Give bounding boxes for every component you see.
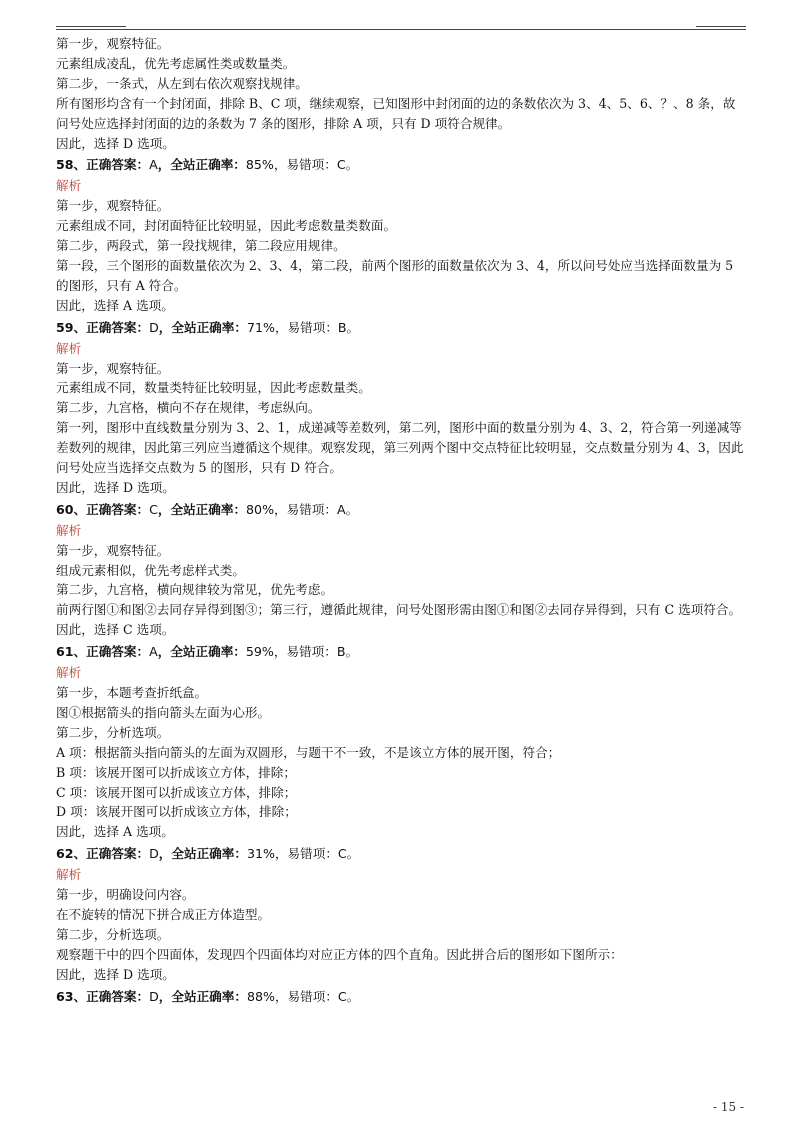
text-line: 组成元素相似，优先考虑样式类。	[56, 562, 245, 578]
text-line: A 项：根据箭头指向箭头的左面为双圆形，与题干不一致，不是该立方体的展开图，符合；	[56, 744, 561, 760]
text-line: 第一段，三个图形的面数量依次为 2、3、4，第二段，前两个图形的面数量依次为 3、4，所以问号处应当选择面数量为 5 的图形，只有 A 符合。	[56, 257, 734, 293]
text-line: 因此，选择 A 选项。	[56, 824, 174, 840]
text-line: 第二步，分析选项。	[56, 724, 170, 740]
text-line: 第一步，观察特征。	[56, 542, 170, 558]
text-line: 第二步，一条式，从左到右依次观察找规律。	[56, 75, 308, 91]
text-line: 元素组成不同，数量类特征比较明显，因此考虑数量类。	[56, 380, 371, 396]
answer-line: 62、正确答案：D，全站正确率：31%，易错项：C。	[56, 846, 360, 862]
answer-line: 58、正确答案：A，全站正确率：85%，易错项：C。	[56, 157, 359, 173]
text-line: C 项：该展开图可以折成该立方体，排除；	[56, 784, 297, 800]
text-line: 元素组成凌乱，优先考虑属性类或数量类。	[56, 55, 296, 71]
text-line: 第二步，两段式，第一段找规律，第二段应用规律。	[56, 238, 346, 254]
explanation-heading: 解析	[56, 340, 82, 356]
text-line: 第二步，分析选项。	[56, 926, 170, 942]
header-rule	[56, 29, 746, 30]
text-line: 图①根据箭头的指向箭头左面为心形。	[56, 704, 271, 720]
text-line: 元素组成不同，封闭面特征比较明显，因此考虑数量类数面。	[56, 218, 397, 234]
page-number: - 15 -	[712, 1100, 744, 1114]
intro-section	[56, 34, 748, 153]
text-line: 第二步，九宫格，横向规律较为常见，优先考虑。	[56, 582, 334, 598]
text-line: 第一步，本题考查折纸盒。	[56, 685, 208, 700]
header-rule-left	[56, 26, 126, 27]
text-line: 因此，选择 A 选项。	[56, 297, 174, 313]
explanation-heading: 解析	[56, 665, 82, 681]
explanation-heading: 解析	[56, 867, 82, 883]
answer-line: 61、正确答案：A，全站正确率：59%，易错项：B。	[56, 644, 359, 660]
header-rule-right	[696, 26, 746, 27]
answer-line: 63、正确答案：D，全站正确率：88%，易错项：C。	[56, 988, 360, 1004]
text-line: 第一步，观察特征。	[56, 36, 170, 51]
answer-line: 60、正确答案：C，全站正确率：80%，易错项：A。	[56, 501, 359, 517]
text-line: 因此，选择 D 选项。	[56, 135, 175, 151]
text-line: B 项：该展开图可以折成该立方体，排除；	[56, 764, 296, 780]
text-line: 因此，选择 D 选项。	[56, 966, 175, 982]
document-body	[56, 34, 748, 1008]
text-line: 第二步，九宫格，横向不存在规律，考虑纵向。	[56, 400, 321, 416]
text-line: 因此，选择 C 选项。	[56, 622, 175, 638]
text-line: 观察题干中的四个四面体，发现四个四面体均对应正方体的四个直角。因此拼合后的图形如下图所示：	[56, 946, 623, 962]
text-line: 所有图形均含有一个封闭面，排除 B、C 项，继续观察，已知图形中封闭面的边的条数依次为 3、4、5、6、？、8 条，故问号处应选择封闭面的边的条数为 7 条的图形，排除 A 项，只有 D 项符合规律。	[56, 95, 736, 131]
text-line: 第一步，观察特征。	[56, 198, 170, 214]
text-line: 第一步，明确设问内容。	[56, 887, 195, 903]
text-line: 在不旋转的情况下拼合成正方体造型。	[56, 906, 271, 922]
question-59	[56, 318, 748, 498]
question-58	[56, 155, 748, 315]
question-62	[56, 844, 748, 984]
question-60	[56, 500, 748, 640]
text-line: 第一步，观察特征。	[56, 360, 170, 376]
text-line: 前两行图①和图②去同存异得到图③；第三行，遵循此规律，问号处图形需由图①和图②去同存异得到，只有 C 选项符合。	[56, 602, 742, 618]
question-63	[56, 987, 748, 1007]
text-line: 因此，选择 D 选项。	[56, 479, 175, 495]
answer-line: 59、正确答案：D，全站正确率：71%，易错项：B。	[56, 319, 360, 335]
text-line: 第一列，图形中直线数量分别为 3、2、1，成递减等差数列，第二列，图形中面的数量分别为 4、3、2，符合第一列递减等差数列的规律，因此第三列应当遵循这个规律。观察发现，第三列两个图中交点特征比较明显，交点数量分别为 4、3，因此问号处应当选择交点数为 5 的图形，只有 D 符合。	[56, 420, 744, 476]
explanation-heading: 解析	[56, 522, 82, 538]
text-line: D 项：该展开图可以折成该立方体，排除；	[56, 804, 297, 820]
explanation-heading: 解析	[56, 178, 82, 194]
question-61	[56, 642, 748, 842]
